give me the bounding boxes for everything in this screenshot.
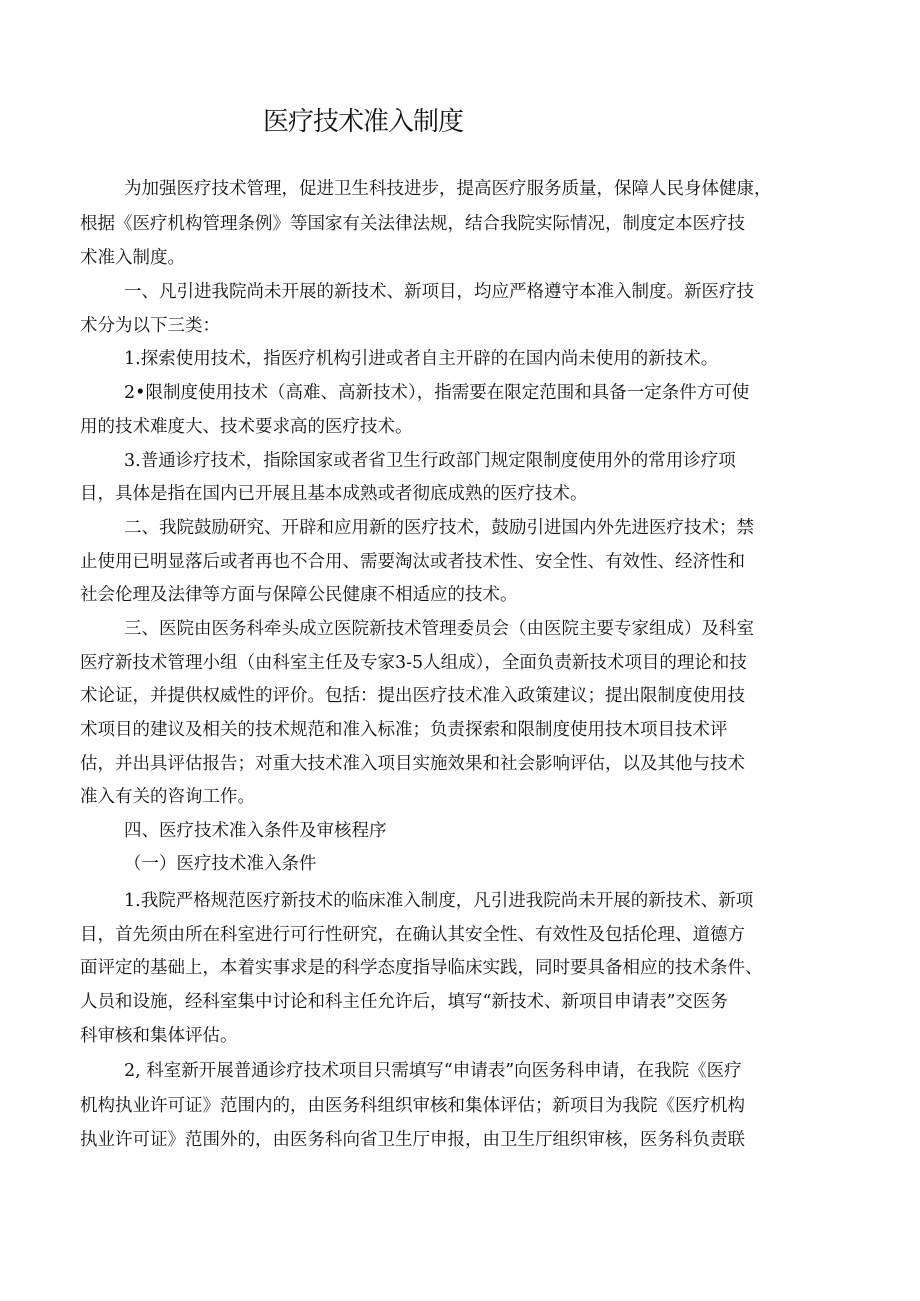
text-line: 1.探索使用技术，指医疗机构引进或者自主开辟的在国内尚未使用的新技术。 (124, 349, 719, 369)
text-line: 三、医院由医务科牵头成立医院新技术管理委员会（由医院主要专家组成）及科室 (124, 619, 754, 639)
text-line: 科审核和集体评估。 (80, 1026, 238, 1046)
text-line: 2•限制度使用技术（高难、高新技术），指需要在限定范围和具备一定条件方可使 (124, 383, 750, 403)
text-line: 目，首先须由所在科室进行可行性研究，在确认其安全性、有效性及包括伦理、道德方 (80, 925, 745, 945)
text-line: 1.我院严格规范医疗新技术的临床准入制度，凡引进我院尚未开展的新技术、新项 (124, 891, 754, 911)
text-line: 根据《医疗机构管理条例》等国家有关法律法规，结合我院实际情况，制度定本医疗技 (80, 214, 745, 234)
text-line: 面评定的基础上，本着实事求是的科学态度指导临床实践，同时要具备相应的技术条件、 (80, 958, 763, 978)
text-line: 术论证，并提供权威性的评价。包括：提出医疗技术准入政策建议；提出限制度使用技 (80, 686, 745, 706)
subsection-heading: （一）医疗技术准入条件 (124, 854, 317, 874)
text-line: 准入有关的咨询工作。 (80, 787, 255, 807)
text-line: 执业许可证》范围外的，由医务科向省卫生厅申报，由卫生厅组织审核，医务科负责联 (80, 1130, 745, 1150)
text-line: 3.普通诊疗技术，指除国家或者省卫生行政部门规定限制度使用外的常用诊疗项 (124, 451, 736, 471)
text-line: 估，并出具评估报告；对重大技术准入项目实施效果和社会影响评估，以及其他与技术 (80, 754, 745, 774)
text-line: 为加强医疗技术管理，促进卫生科技进步，提高医疗服务质量，保障人民身体健康， (124, 179, 772, 199)
text-line: 人员和设施，经科室集中讨论和科主任允许后，填写“新技术、新项目申请表”交医务 (80, 992, 728, 1012)
text-line: 术项目的建议及相关的技术规范和准入标准；负责探索和限制度使用技木项目技术评 (80, 720, 728, 740)
document-title: 医疗技术准入制度 (263, 107, 464, 137)
section-heading: 四、医疗技术准入条件及审核程序 (124, 821, 387, 841)
text-line: 医疗新技术管理小组（由科室主任及专家3-5人组成），全面负责新技术项目的理论和技 (80, 653, 747, 673)
text-line: 二、我院鼓励研究、开辟和应用新的医疗技术，鼓励引进国内外先进医疗技术；禁 (124, 518, 754, 538)
text-line: 社会伦理及法律等方面与保障公民健康不相适应的技术。 (80, 585, 518, 605)
text-line: 2, 科室新开展普通诊疗技术项目只需填写“申请表”向医务科申请，在我院《医疗 (124, 1061, 742, 1081)
text-line: 术分为以下三类： (80, 316, 220, 336)
text-line: 一、凡引进我院尚未开展的新技术、新项目，均应严格遵守本准入制度。新医疗技 (124, 282, 754, 302)
text-line: 止使用已明显落后或者再也不合用、需要淘汰或者技术性、安全性、有效性、经济性和 (80, 552, 745, 572)
text-line: 用的技术难度大、技术要求高的医疗技术。 (80, 417, 413, 437)
text-line: 术准入制度。 (80, 248, 185, 268)
text-line: 机构执业许可证》范围内的，由医务科组织审核和集体评估；新项目为我院《医疗机构 (80, 1096, 745, 1116)
text-line: 目，具体是指在国内已开展且基本成熟或者彻底成熟的医疗技术。 (80, 484, 588, 504)
